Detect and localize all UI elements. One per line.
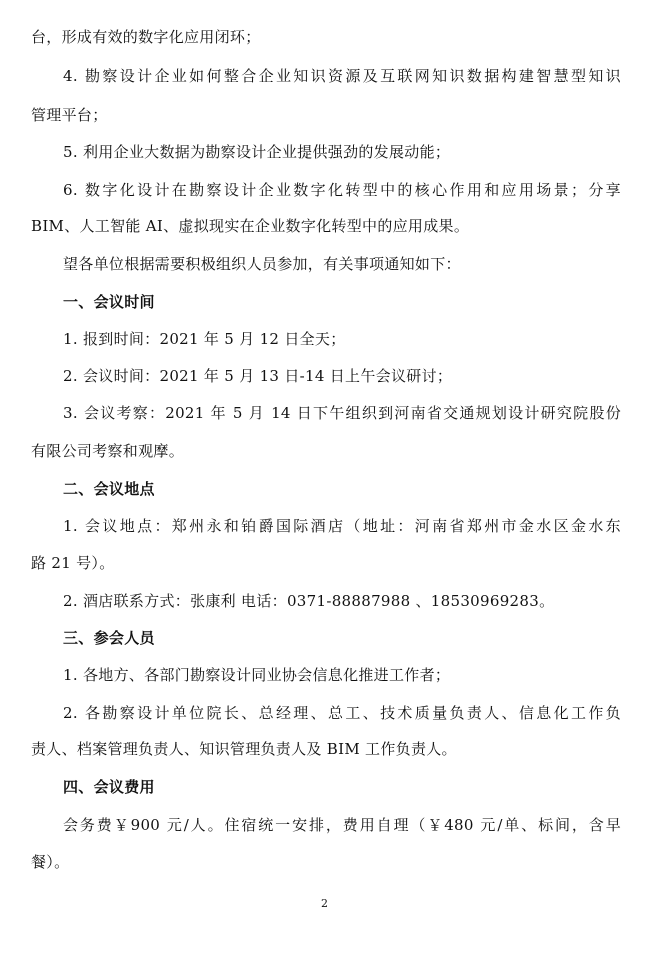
fee-paragraph: 会务费￥900 元/人。住宿统一安排，费用自理（￥480 元/单、标间，含早 <box>63 816 621 834</box>
page-number: 2 <box>321 897 328 910</box>
list-item-6: 6. 数字化设计在勘察设计企业数字化转型中的核心作用和应用场景；分享 <box>63 181 621 199</box>
section-heading-attendees: 三、参会人员 <box>63 629 155 647</box>
text-line: 台，形成有效的数字化应用闭环； <box>31 28 261 46</box>
list-item: 2. 各勘察设计单位院长、总经理、总工、技术质量负责人、信息化工作负 <box>63 704 621 722</box>
list-item: 2. 酒店联系方式：张康利 电话：0371-88887988 、18530969283。 <box>63 592 555 610</box>
text-line: 路 21 号）。 <box>31 554 115 572</box>
section-heading-location: 二、会议地点 <box>63 480 155 498</box>
text-line: BIM、人工智能 AI、虚拟现实在企业数字化转型中的应用成果。 <box>31 217 470 235</box>
list-item: 1. 报到时间：2021 年 5 月 12 日全天； <box>63 330 346 348</box>
text-line: 餐）。 <box>31 853 70 871</box>
list-item: 1. 会议地点：郑州永和铂爵国际酒店（地址：河南省郑州市金水区金水东 <box>63 517 621 535</box>
text-line: 管理平台； <box>31 106 108 124</box>
section-heading-time: 一、会议时间 <box>63 293 155 311</box>
list-item: 1. 各地方、各部门勘察设计同业协会信息化推进工作者； <box>63 666 451 684</box>
intro-paragraph: 望各单位根据需要积极组织人员参加，有关事项通知如下： <box>63 255 461 273</box>
list-item-5: 5. 利用企业大数据为勘察设计企业提供强劲的发展动能； <box>63 143 451 161</box>
list-item: 2. 会议时间：2021 年 5 月 13 日-14 日上午会议研讨； <box>63 367 453 385</box>
list-item-4: 4. 勘察设计企业如何整合企业知识资源及互联网知识数据构建智慧型知识 <box>63 67 621 85</box>
section-heading-fees: 四、会议费用 <box>63 778 155 796</box>
text-line: 责人、档案管理负责人、知识管理负责人及 BIM 工作负责人。 <box>31 740 457 758</box>
text-line: 有限公司考察和观摩。 <box>31 442 185 460</box>
list-item: 3. 会议考察：2021 年 5 月 14 日下午组织到河南省交通规划设计研究院股份 <box>63 404 621 422</box>
